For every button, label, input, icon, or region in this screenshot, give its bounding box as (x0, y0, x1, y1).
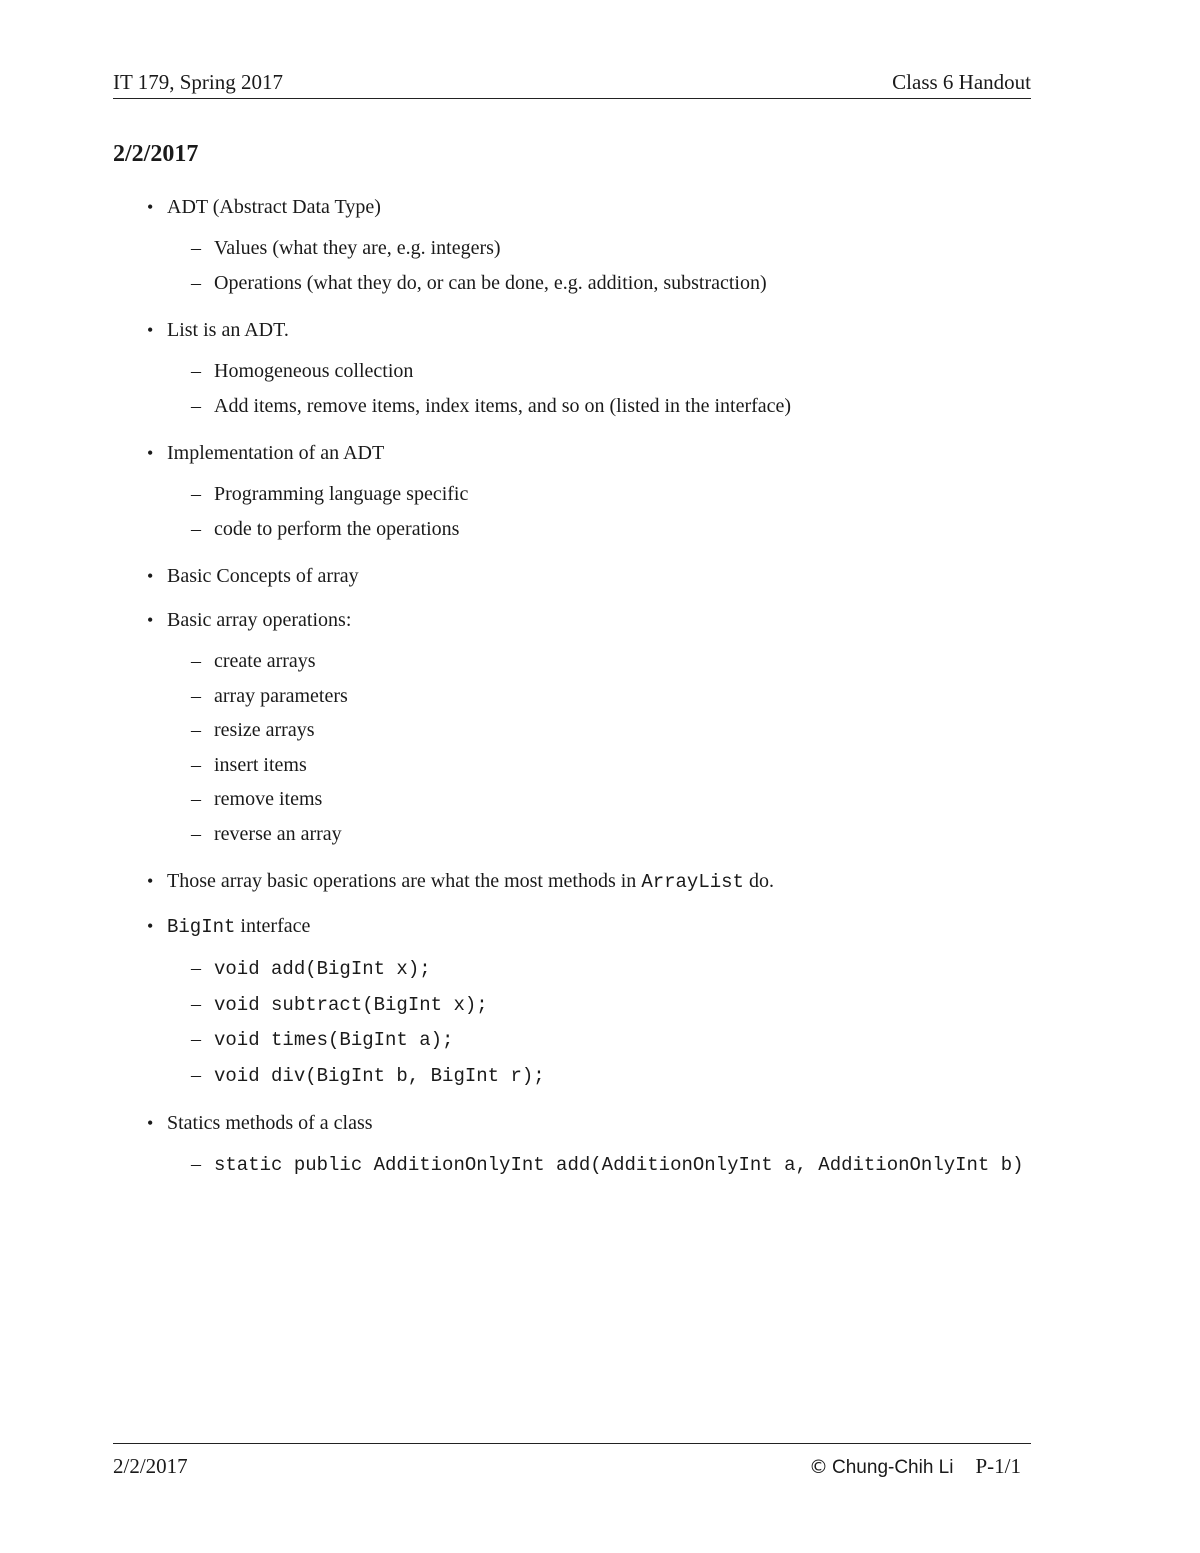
author-name: Chung-Chih Li (832, 1457, 954, 1478)
bullet-icon: • (147, 1113, 154, 1133)
list-item-bigint (145, 912, 1045, 1093)
dash-icon: – (191, 237, 201, 259)
list-item-list-adt (145, 316, 1045, 423)
sub-item: – Programming language specific (167, 477, 1045, 512)
handout-content (145, 193, 1045, 1199)
bullet-icon: • (147, 320, 154, 340)
dash-icon: – (191, 271, 201, 294)
sub-item (167, 1147, 1045, 1183)
dash-icon: – (191, 753, 201, 776)
code-line: static public AdditionOnlyInt add(AdditionOnlyInt a, AdditionOnlyInt b) (214, 1154, 1024, 1176)
item-text: Basic Concepts of array (167, 565, 359, 587)
item-text: do. (743, 870, 774, 892)
code-arraylist: ArrayList (641, 871, 744, 893)
sub-item: – remove items (167, 782, 1045, 817)
page-number: P-1/1 (975, 1454, 1021, 1478)
date-heading: 2/2/2017 (113, 141, 199, 167)
bullet-icon: • (147, 566, 154, 586)
sub-item: – create arrays (167, 644, 1045, 679)
bullet-icon: • (147, 610, 154, 630)
code-bigint: BigInt (167, 916, 236, 938)
dash-icon: – (191, 394, 201, 417)
item-text: Those array basic operations are what the most methods in (167, 870, 642, 892)
sub-item (167, 1022, 1045, 1058)
sub-item: – Operations (what they do, or can be done, e.g. addition, substraction) (167, 266, 1045, 301)
dash-icon: – (191, 992, 201, 1015)
dash-icon: – (191, 957, 201, 979)
item-text: interface (235, 915, 311, 937)
dash-icon: – (191, 684, 201, 707)
sub-list (167, 354, 1045, 423)
sub-list (167, 477, 1045, 546)
sub-item: – Homogeneous collection (167, 354, 1045, 389)
sub-item (167, 987, 1045, 1023)
dash-icon: – (191, 1153, 201, 1175)
dash-icon: – (191, 788, 201, 810)
dash-icon: – (191, 822, 201, 845)
list-item-arraylist (145, 867, 1045, 896)
sub-item (167, 1058, 1045, 1094)
sub-item: – code to perform the operations (167, 512, 1045, 547)
dash-icon: – (191, 650, 201, 672)
sub-item (167, 951, 1045, 987)
list-item-implementation (145, 439, 1045, 546)
item-text: Statics methods of a class (167, 1112, 373, 1134)
sub-list (167, 644, 1045, 851)
sub-item: – array parameters (167, 679, 1045, 714)
bullet-icon: • (147, 916, 154, 936)
sub-list (167, 1147, 1045, 1183)
dash-icon: – (191, 360, 201, 382)
sub-item: – Add items, remove items, index items, and so on (listed in the interface) (167, 389, 1045, 424)
sub-item: – insert items (167, 748, 1045, 783)
item-text: List is an ADT. (167, 319, 289, 341)
sub-list (167, 231, 1045, 300)
code-line: void subtract(BigInt x); (214, 993, 488, 1016)
page-footer (113, 1443, 1031, 1484)
sub-item: – reverse an array (167, 817, 1045, 852)
sub-item: – resize arrays (167, 713, 1045, 748)
dash-icon: – (191, 517, 201, 540)
list-item-array-concepts (145, 562, 1045, 590)
dash-icon: – (191, 483, 201, 505)
code-line: void times(BigInt a); (214, 1029, 454, 1051)
dash-icon: – (191, 719, 201, 741)
list-item-static-methods (145, 1109, 1045, 1183)
page-header (113, 68, 1031, 99)
bullet-icon: • (147, 197, 154, 217)
item-text: Basic array operations: (167, 609, 352, 631)
sub-item: – Values (what they are, e.g. integers) (167, 231, 1045, 266)
footer-credit (809, 1454, 1021, 1479)
list-item-array-operations (145, 606, 1045, 851)
topic-list (145, 193, 1045, 1183)
dash-icon: – (191, 1063, 201, 1086)
sub-list (167, 951, 1045, 1093)
copyright-icon: © (809, 1456, 829, 1478)
list-item-adt (145, 193, 1045, 300)
course-title: IT 179, Spring 2017 (113, 70, 283, 94)
code-line: void div(BigInt b, BigInt r); (214, 1064, 545, 1087)
handout-title: Class 6 Handout (892, 70, 1031, 94)
dash-icon: – (191, 1028, 201, 1050)
footer-date: 2/2/2017 (113, 1454, 188, 1478)
item-text: Implementation of an ADT (167, 442, 385, 464)
code-line: void add(BigInt x); (214, 958, 431, 980)
bullet-icon: • (147, 443, 154, 463)
item-text: ADT (Abstract Data Type) (167, 196, 381, 218)
bullet-icon: • (147, 871, 154, 891)
